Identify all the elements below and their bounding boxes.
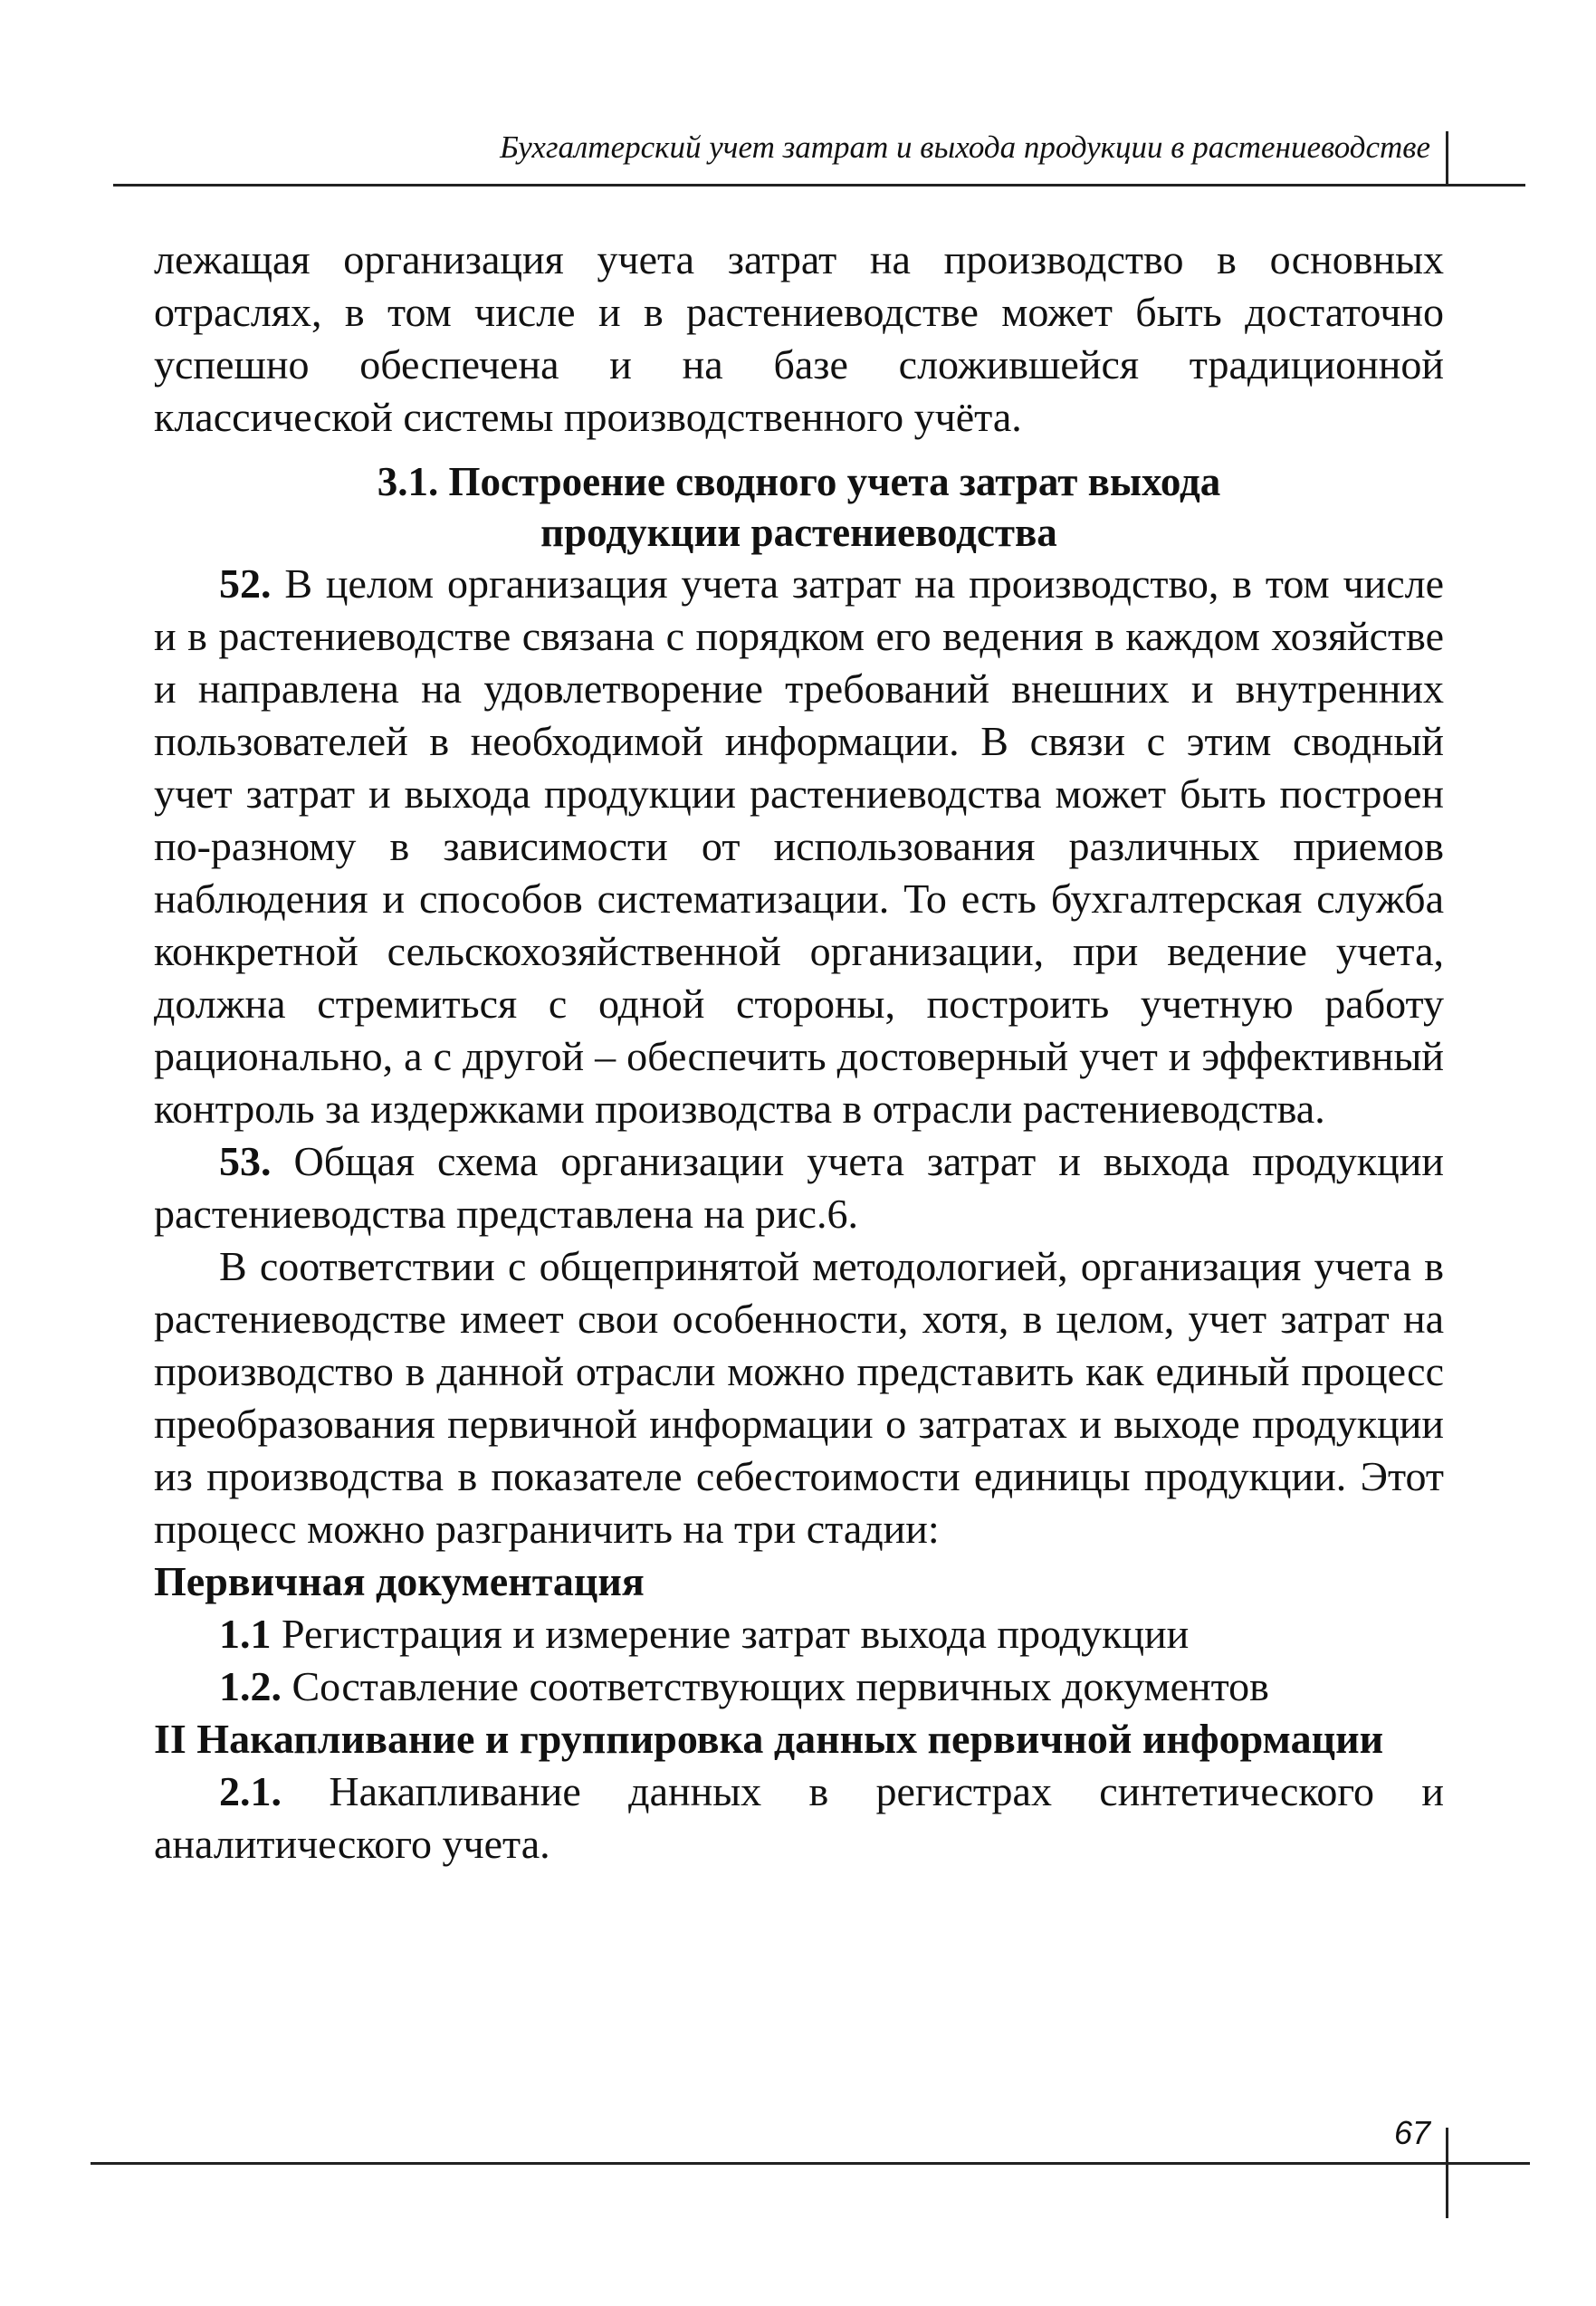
paragraph-number: 53. (219, 1138, 272, 1184)
paragraph-52 (154, 558, 1444, 1135)
item-number: 1.2. (219, 1663, 282, 1709)
section-title (154, 456, 1444, 558)
paragraph-text: В целом организация учета затрат на производство, в том числе и в растениеводстве связана с порядком его ведения в каждом хозяйстве и направлена на удовлетворение требований внешних и внутренних пользователей в необходимой информации. В связи с этим сводный учет затрат и выхода продукции растениеводства может быть построен по-разному в зависимости от использования различных приемов наблюдения и способов систематизации. То есть бухгалтерская служба конкретной сельскохозяйственной организации, при ведение учета, должна стремиться с одной стороны, построить учетную работу рационально, а с другой – обеспечить достоверный учет и эффективный контроль за издержками производства в отрасли растениеводства. (154, 560, 1445, 1132)
methodology-paragraph: В соответствии с общепринятой методологией, организация учета в растениеводстве имеет свои особенности, хотя, в целом, учет затрат на производство в данной отрасли можно представить как единый процесс преобразования первичной информации о затратах и выходе продукции из производства в показателе себестоимости единицы продукции. Этот процесс можно разграничить на три стадии: (154, 1243, 1444, 1552)
stage1-title: Первичная документация (154, 1558, 645, 1604)
intro-paragraph: лежащая организация учета затрат на производство в основных отраслях, в том числе и в растениеводстве может быть достаточно успешно обеспечена и на базе сложившейся традиционной классической системы производственного учёта. (154, 236, 1444, 440)
page-number: 67 (1393, 2114, 1430, 2151)
paragraph-number: 52. (219, 560, 272, 607)
page-body (154, 234, 1444, 1871)
item-text: Составление соответствующих первичных документов (291, 1663, 1269, 1709)
list-item (154, 1608, 1444, 1660)
header-tick (1446, 131, 1448, 186)
paragraph-text: Общая схема организации учета затрат и выхода продукции растениеводства представлена на рис.6. (154, 1138, 1445, 1237)
item-number: 2.1. (219, 1768, 282, 1814)
paragraph-53 (154, 1135, 1444, 1240)
item-text: Накапливание данных в регистрах синтетического и аналитического учета. (154, 1768, 1444, 1867)
running-header: Бухгалтерский учет затрат и выхода продукции в растениеводстве (500, 129, 1430, 165)
section-title-line2: продукции растениеводства (540, 510, 1057, 555)
list-item (154, 1660, 1444, 1713)
stage2-title: II Накапливание и группировка данных первичной информации (154, 1716, 1384, 1762)
item-number: 1.1 (219, 1611, 272, 1657)
item-text: Регистрация и измерение затрат выхода продукции (282, 1611, 1190, 1657)
list-item (154, 1765, 1444, 1871)
section-title-line1: 3.1. Построение сводного учета затрат выхода (377, 459, 1221, 504)
footer-tick (1446, 2128, 1448, 2218)
footer-rule (91, 2162, 1530, 2165)
header-rule (113, 184, 1525, 187)
